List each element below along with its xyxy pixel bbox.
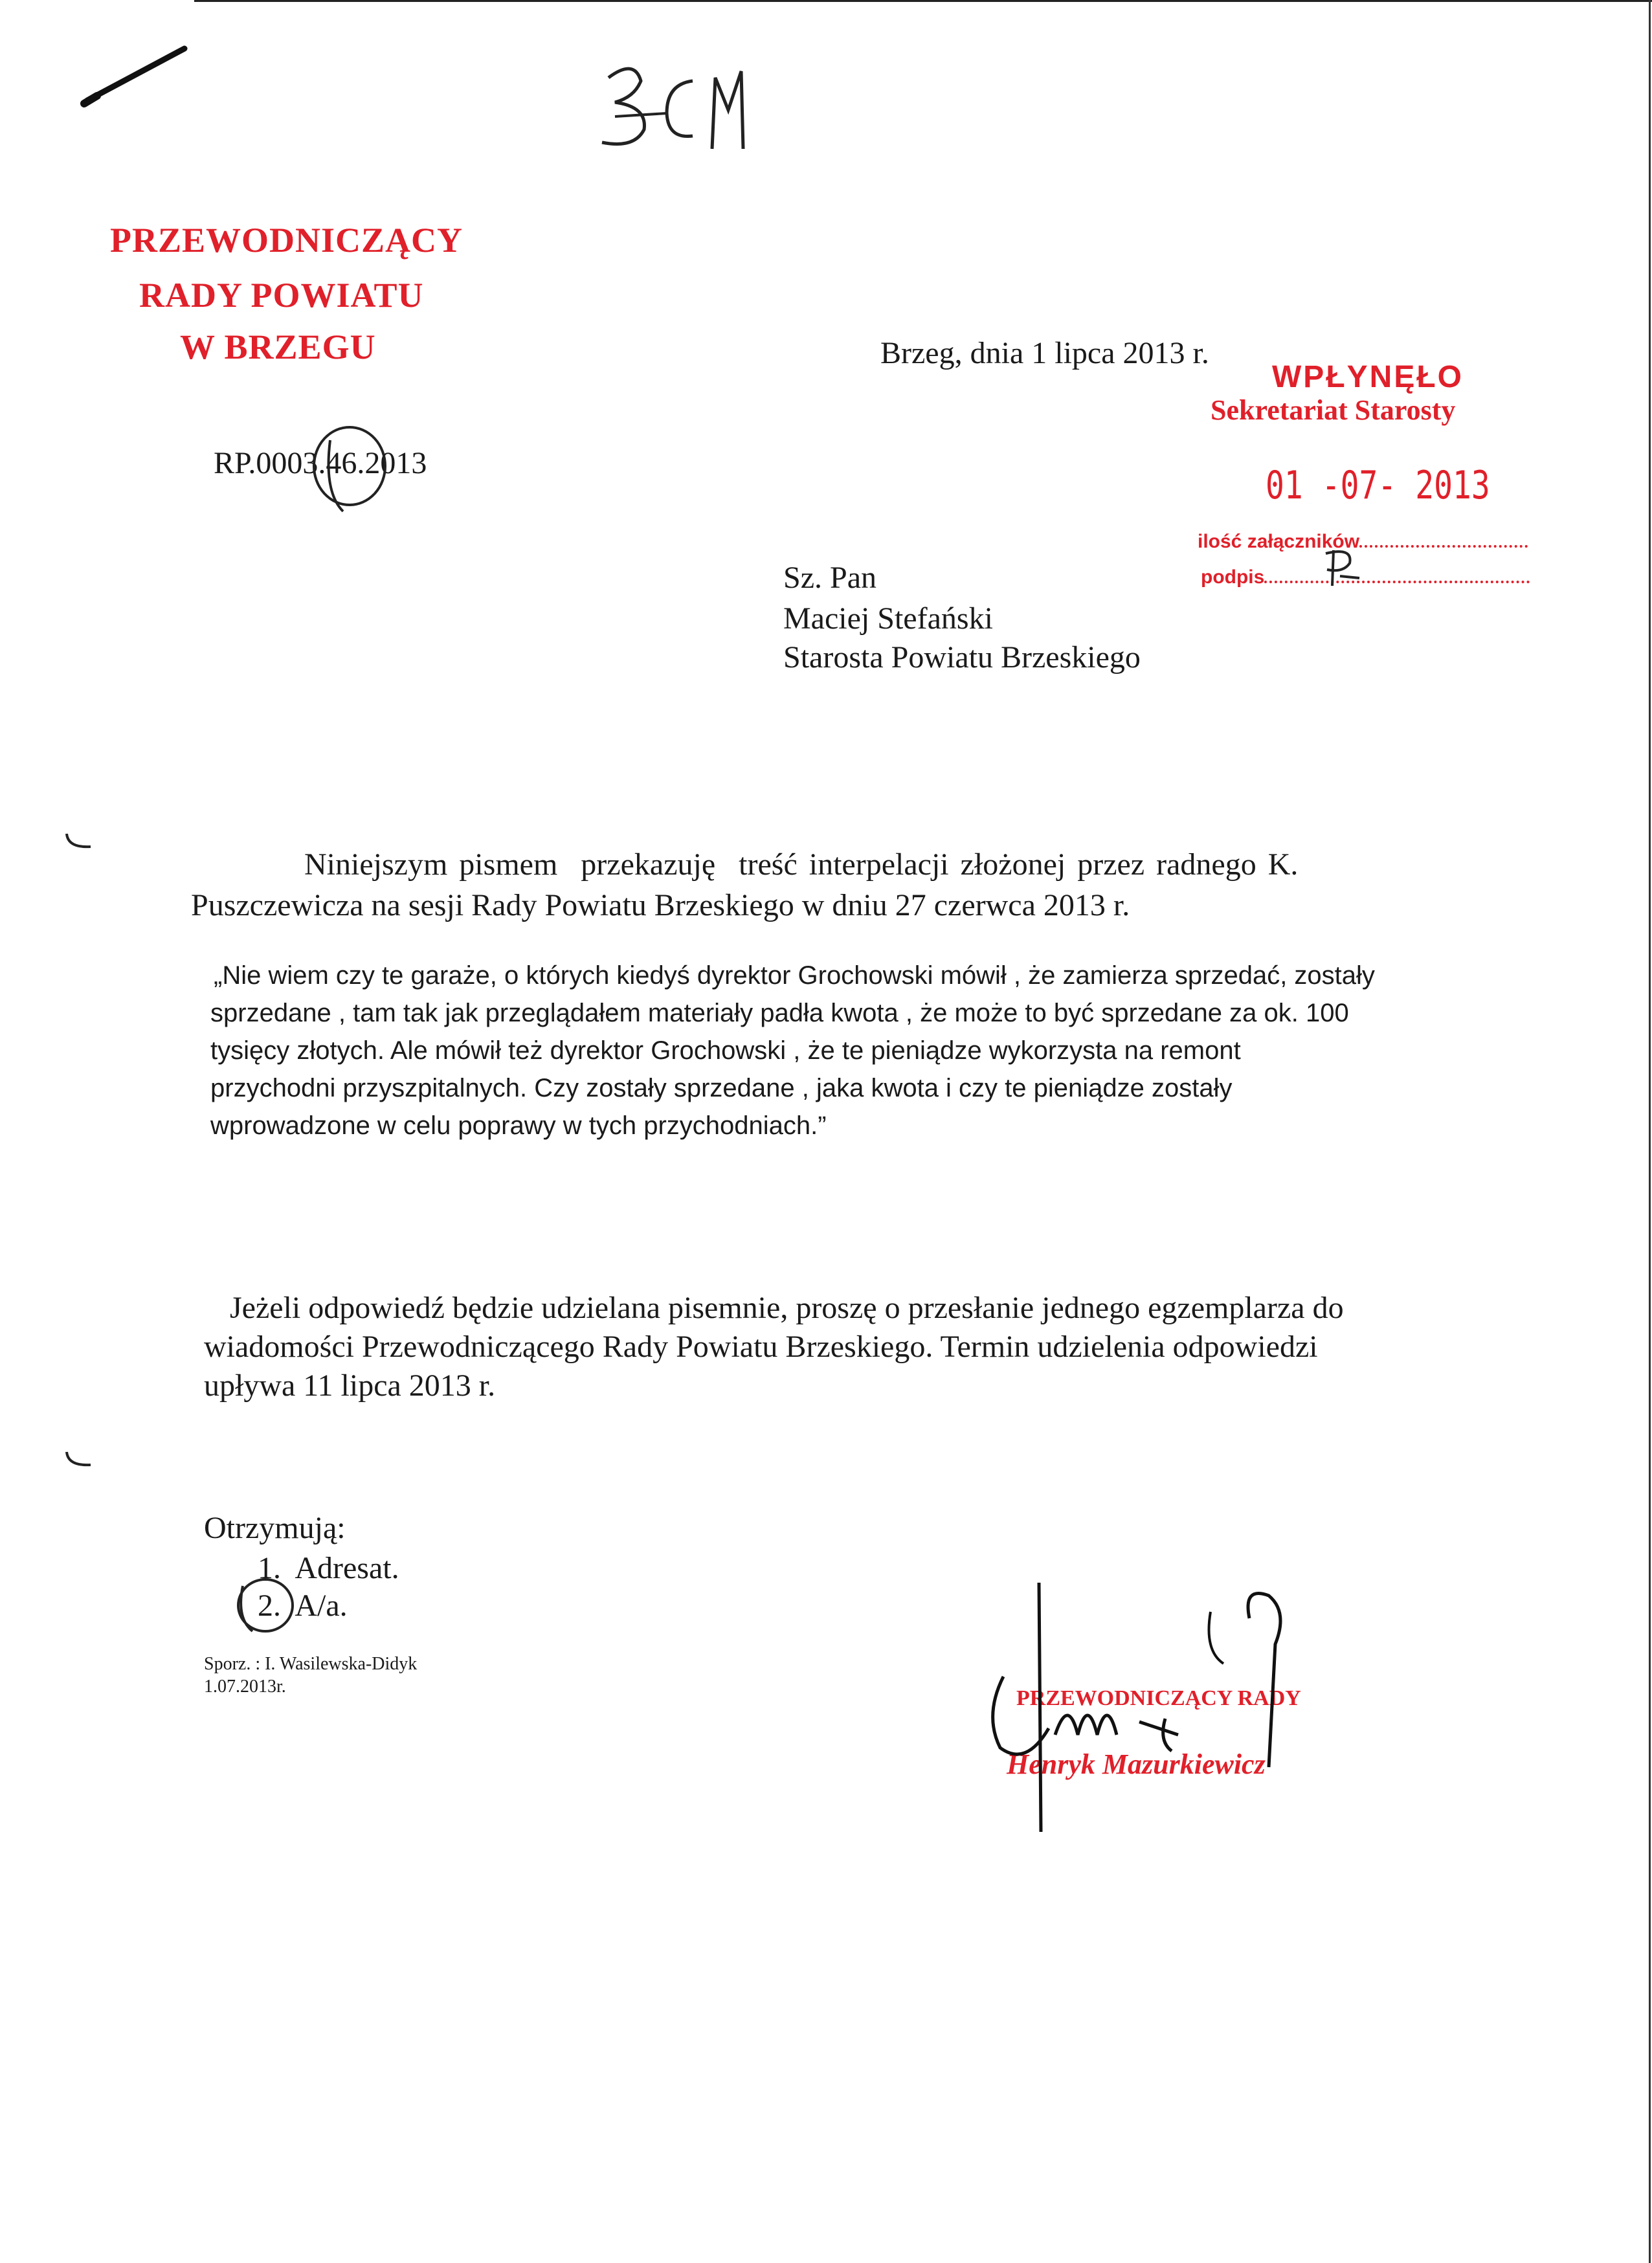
handwritten-annotation-3cm <box>596 52 764 162</box>
handwritten-circle-mark <box>304 421 401 524</box>
place-date: Brzeg, dnia 1 lipca 2013 r. <box>880 336 1209 370</box>
handwritten-circle-around-2 <box>230 1573 301 1638</box>
recipients-item-1: 1. Adresat. <box>258 1551 399 1585</box>
quote-line-4: przychodni przyszpitalnych. Czy zostały sprzedane , jaka kwota i czy te pieniądze zostały <box>210 1074 1233 1102</box>
intro-paragraph-line2: Puszczewicza na sesji Rady Powiatu Brzeskiego w dniu 27 czerwca 2013 r. <box>191 888 1130 922</box>
recipients-heading: Otrzymują: <box>204 1511 346 1545</box>
quote-line-3: tysięcy złotych. Ale mówił też dyrektor Grochowski , że te pieniądze wykorzysta na remont <box>210 1036 1241 1065</box>
recipient-line2: Maciej Stefański <box>783 601 993 636</box>
recipients-item-2: 2. A/a. <box>258 1589 348 1623</box>
header-stamp-line1: PRZEWODNICZĄCY <box>110 221 463 260</box>
closing-paragraph-line1: Jeżeli odpowiedź będzie udzielana pisemnie, proszę o przesłanie jednego egzemplarza do <box>230 1291 1344 1325</box>
received-stamp-date: 01 -07- 2013 <box>1266 463 1490 508</box>
prepared-by-line1: Sporz. : I. Wasilewska-Didyk <box>204 1654 418 1674</box>
header-stamp-line3: W BRZEGU <box>180 328 376 366</box>
page-top-edge <box>194 0 1652 2</box>
attachments-dotted-line <box>1359 545 1528 548</box>
quote-line-2: sprzedane , tam tak jak przeglądałem materiały padła kwota , że może to być sprzedane za ok. 100 <box>210 999 1349 1027</box>
recipient-line3: Starosta Powiatu Brzeskiego <box>783 640 1141 674</box>
signature-label: podpis <box>1201 566 1265 588</box>
closing-paragraph-line3: upływa 11 lipca 2013 r. <box>204 1368 496 1403</box>
handwritten-slash-mark <box>78 39 194 110</box>
signature-stamp-title: PRZEWODNICZĄCY RADY <box>1016 1686 1301 1710</box>
reference-number: RP.0003.46.2013 <box>214 446 427 480</box>
signature-dotted-line <box>1264 581 1530 583</box>
page-right-edge <box>1649 0 1651 2263</box>
recipient-line1: Sz. Pan <box>783 561 876 595</box>
intro-paragraph-line1: Niniejszym pismem przekazuję treść interpelacji złożonej przez radnego K. <box>304 847 1299 882</box>
quote-line-1: „Nie wiem czy te garaże, o których kiedyś dyrektor Grochowski mówił , że zamierza sprzedać, zostały <box>214 961 1375 990</box>
signature-stamp-name: Henryk Mazurkiewicz <box>1007 1748 1266 1780</box>
punch-hole-mark-1 <box>61 829 100 854</box>
quote-line-5: wprowadzone w celu poprawy w tych przychodniach.” <box>210 1111 827 1140</box>
closing-paragraph-line2: wiadomości Przewodniczącego Rady Powiatu Brzeskiego. Termin udzielenia odpowiedzi <box>204 1330 1318 1364</box>
handwritten-initial-mark <box>1314 547 1372 592</box>
received-stamp-office: Sekretariat Starosty <box>1211 394 1456 426</box>
attachments-label: ilość załączników <box>1198 531 1360 552</box>
prepared-by-line2: 1.07.2013r. <box>204 1677 286 1697</box>
header-stamp-line2: RADY POWIATU <box>139 276 424 315</box>
received-stamp-title: WPŁYNĘŁO <box>1272 360 1464 394</box>
punch-hole-mark-2 <box>61 1447 100 1473</box>
handwritten-signature <box>965 1573 1327 1845</box>
